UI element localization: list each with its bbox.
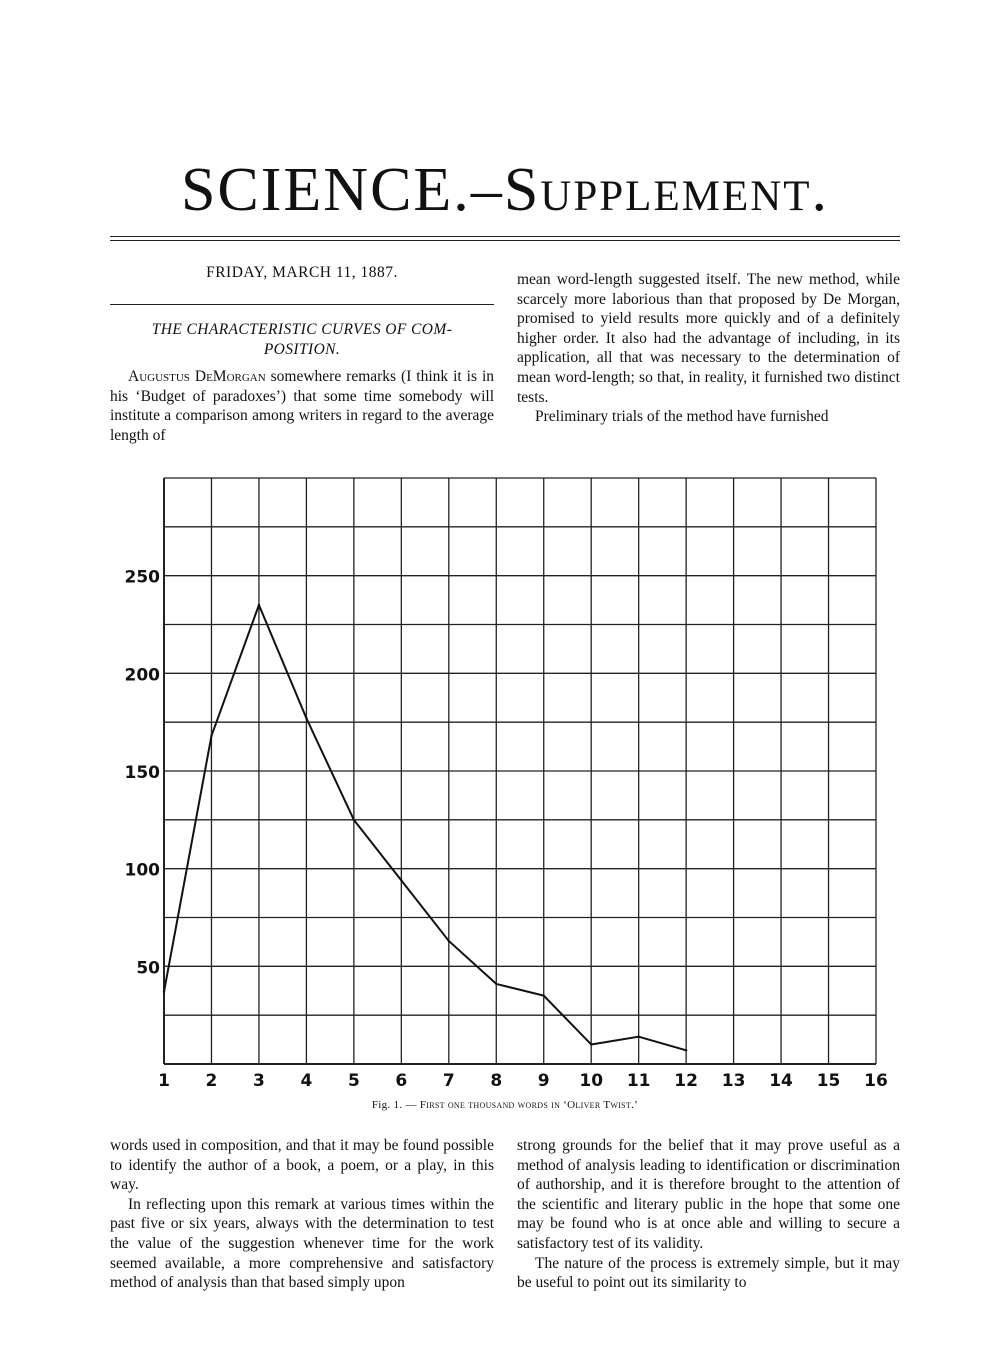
x-axis-labels xyxy=(158,1071,888,1090)
journal-masthead xyxy=(110,150,900,230)
x-tick-label: 1 xyxy=(158,1071,170,1090)
y-tick-label: 150 xyxy=(124,763,160,783)
y-tick-label: 250 xyxy=(124,567,160,588)
caption-prefix: Fig. 1. — xyxy=(371,1099,420,1111)
data-point xyxy=(590,1043,592,1045)
series-segment xyxy=(259,605,306,718)
x-tick-label: 9 xyxy=(537,1071,550,1090)
author-name: Augustus DeMorgan xyxy=(128,368,266,385)
paragraph-intro xyxy=(110,367,494,445)
x-tick-label: 5 xyxy=(347,1071,360,1090)
data-point xyxy=(495,983,497,985)
series-segment xyxy=(354,820,401,881)
data-point xyxy=(685,1049,687,1051)
x-tick-label: 8 xyxy=(490,1071,503,1090)
data-point xyxy=(448,940,450,942)
series-segment xyxy=(449,941,496,984)
column-bottom-right xyxy=(517,1136,900,1293)
y-tick-label: 200 xyxy=(124,665,160,686)
series-segment xyxy=(401,880,448,941)
paragraph-reflecting: In reflecting upon this remark at various times within the past five or six years, always with the determination to test the value of the suggestion whenever time for the work seemed available, a more comprehensive and satisfactory method of analysis than that based simply upon xyxy=(110,1195,494,1292)
chart-grid xyxy=(164,478,876,1064)
series-segment xyxy=(639,1037,686,1051)
data-point xyxy=(258,604,260,606)
x-tick-label: 12 xyxy=(674,1071,698,1090)
data-point xyxy=(637,1035,639,1037)
y-axis-labels xyxy=(125,568,161,979)
data-point xyxy=(210,735,212,737)
x-tick-label: 15 xyxy=(816,1071,841,1090)
data-series xyxy=(163,604,688,1052)
x-tick-label: 4 xyxy=(300,1071,313,1090)
masthead-supplement: Supplement. xyxy=(503,156,830,224)
column-bottom-left xyxy=(110,1136,494,1293)
y-tick-label: 50 xyxy=(136,958,160,979)
series-segment xyxy=(591,1037,638,1045)
caption-text: First one thousand words in ‘Oliver Twist.’ xyxy=(419,1099,639,1111)
series-segment xyxy=(496,984,543,996)
article-title-line2: POSITION. xyxy=(263,341,341,358)
masthead-science: SCIENCE. xyxy=(180,156,471,224)
data-point xyxy=(353,819,355,821)
masthead-rule-bottom xyxy=(110,240,900,241)
y-tick-label: 100 xyxy=(124,860,160,881)
paragraph-identify: words used in composition, and that it may be found possible to identify the author of a book, a poem, or a play, in this way. xyxy=(110,1137,494,1194)
word-length-chart xyxy=(120,470,890,1090)
column-top-right xyxy=(517,270,900,427)
series-segment xyxy=(164,736,211,992)
masthead-rule-top xyxy=(110,236,900,237)
paragraph-method: mean word-length suggested itself. The new method, while scarcely more laborious than that proposed by De Morgan, promised to yield results more quickly and of a definitely higher order. It also had the advantage of including, in its application, all that was necessary to the determination of mean word-length; so that, in reality, it furnished two distinct tests. xyxy=(517,271,900,406)
data-point xyxy=(400,879,402,881)
series-segment xyxy=(306,718,353,820)
column-top-left xyxy=(110,367,494,445)
dateline-rule xyxy=(110,304,494,305)
data-point xyxy=(305,717,307,719)
article-title xyxy=(110,320,494,360)
article-title-line1: THE CHARACTERISTIC CURVES OF COM- xyxy=(151,321,453,338)
x-tick-label: 10 xyxy=(579,1071,604,1090)
x-tick-label: 2 xyxy=(205,1071,218,1090)
x-tick-label: 6 xyxy=(395,1071,408,1090)
paragraph-process: The nature of the process is extremely simple, but it may be useful to point out its similarity to xyxy=(517,1254,900,1292)
figure-caption xyxy=(110,1099,900,1111)
masthead-dash: – xyxy=(470,156,504,224)
x-tick-label: 16 xyxy=(864,1071,888,1090)
x-tick-label: 3 xyxy=(253,1071,265,1090)
data-point xyxy=(163,991,165,993)
paragraph-preliminary: Preliminary trials of the method have furnished xyxy=(535,408,829,426)
x-tick-label: 14 xyxy=(769,1071,793,1090)
data-point xyxy=(543,994,545,996)
x-tick-label: 13 xyxy=(721,1071,746,1090)
series-segment xyxy=(544,996,591,1045)
x-tick-label: 7 xyxy=(442,1071,455,1090)
paragraph-intro-text: somewhere remarks (I think it is in his ‘Budget of paradoxes’) that some time somebody will institute a comparison among writers in regard to the average length of xyxy=(110,368,495,444)
x-tick-label: 11 xyxy=(626,1071,651,1090)
paragraph-grounds: strong grounds for the belief that it may prove useful as a method of analysis leading to identification or discrimination of authorship, and it is therefore brought to the attention of the scientific and literary public in the hope that some one may be found who is at once able and willing to secure a satisfactory test of its validity. xyxy=(517,1137,900,1252)
dateline: FRIDAY, MARCH 11, 1887. xyxy=(206,264,398,281)
